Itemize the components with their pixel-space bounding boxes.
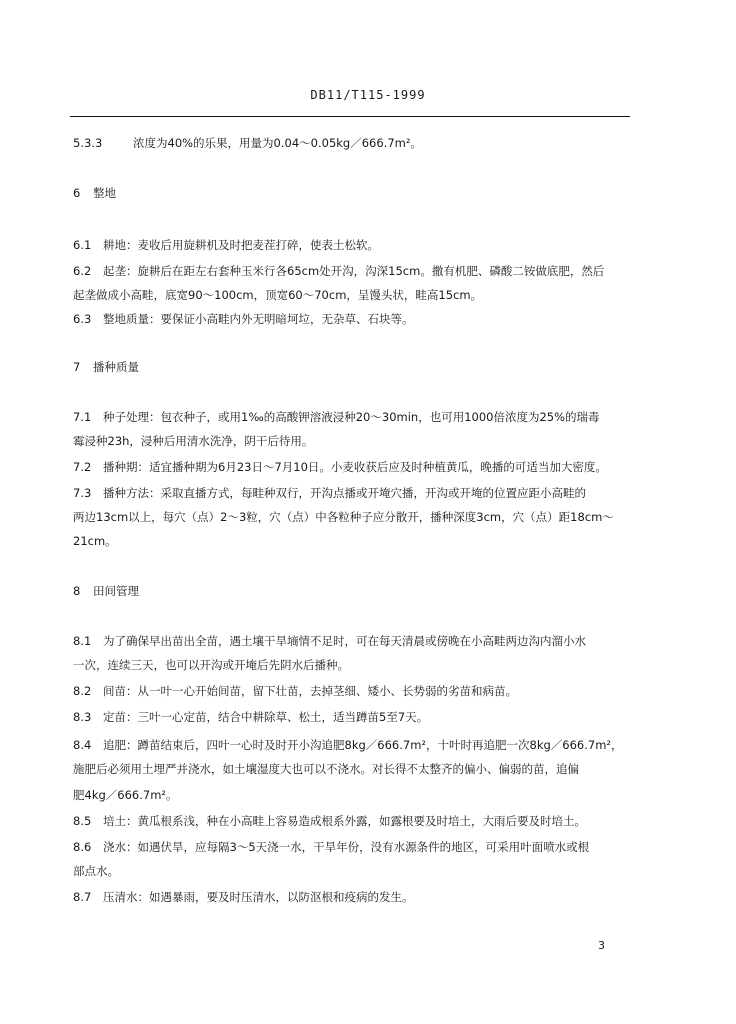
- clause-text: 浇水：如遇伏旱，应每隔3～5天浇一水，干旱年份，没有水源条件的地区，可采用叶面喷水或根: [103, 840, 590, 854]
- clause-6-2-continued: [73, 283, 633, 307]
- clause-text: 为了确保早出苗出全苗，遇土壤干旱墒情不足时，可在每天清晨或傍晚在小高畦两边沟内溜小水: [103, 634, 586, 648]
- section-number: 8: [73, 584, 81, 598]
- clause-number: 7.2: [73, 460, 92, 474]
- clause-number: 8.6: [73, 840, 92, 854]
- clause-number: 6.2: [73, 264, 92, 278]
- clause-8-4: [73, 733, 633, 757]
- clause-8-7: [73, 885, 633, 909]
- clause-number: 8.4: [73, 738, 92, 752]
- clause-number: 7.3: [73, 486, 92, 500]
- section-title: 整地: [93, 186, 116, 200]
- clause-text: 起垄：旋耕后在距左右套种玉米行各65cm处开沟，沟深15cm。撒有机肥、磷酸二铵做底肥，然后: [103, 264, 605, 278]
- clause-7-3-continued-2: [73, 529, 633, 553]
- clause-text: 起垄做成小高畦，底宽90～100cm，顶宽60～70cm，呈馒头状，畦高15cm。: [73, 288, 483, 302]
- clause-7-2: [73, 455, 633, 479]
- clause-text: 霉浸种23h，浸种后用清水洗净，阴干后待用。: [73, 434, 314, 448]
- standard-code-header: DB11/T115-1999: [310, 88, 426, 102]
- clause-6-3: [73, 307, 633, 331]
- clause-6-2: [73, 259, 633, 283]
- section-number: 6: [73, 186, 81, 200]
- clause-8-6: [73, 835, 633, 859]
- header-rule: [70, 116, 630, 117]
- clause-6-1: [73, 233, 633, 257]
- section-8-heading: [73, 579, 633, 603]
- clause-text: 压清水：如遇暴雨，要及时压清水，以防沤根和疫病的发生。: [103, 890, 414, 904]
- clause-text: 整地质量：要保证小高畦内外无明暗坷垃，无杂草、石块等。: [103, 312, 414, 326]
- section-7-heading: [73, 355, 633, 379]
- clause-number: 5.3.3: [73, 136, 103, 150]
- clause-text: 两边13cm以上，每穴（点）2～3粒，穴（点）中各粒种子应分散开，播种深度3cm，穴（点）距18cm～: [73, 510, 614, 524]
- clause-text: 间苗：从一叶一心开始间苗，留下壮苗，去掉茎细、矮小、长势弱的劣苗和病苗。: [103, 684, 517, 698]
- clause-8-6-continued: [73, 859, 633, 883]
- clause-7-3-continued: [73, 505, 633, 529]
- clause-text: 定苗：三叶一心定苗，结合中耕除草、松土，适当蹲苗5至7天。: [103, 710, 429, 724]
- clause-text: 21cm。: [73, 534, 117, 548]
- clause-8-4-continued: [73, 757, 633, 781]
- page-number: 3: [598, 939, 605, 952]
- clause-number: 8.5: [73, 814, 92, 828]
- clause-8-5: [73, 809, 633, 833]
- clause-number: 8.3: [73, 710, 92, 724]
- clause-text: 种子处理：包衣种子，或用1‰的高酸钾溶液浸种20～30min，也可用1000倍浓度为25%的瑞毒: [103, 410, 600, 424]
- clause-text: 培土：黄瓜根系浅，种在小高畦上容易造成根系外露，如露根要及时培土，大雨后要及时培土。: [103, 814, 586, 828]
- clause-text: 追肥：蹲苗结束后，四叶一心时及时开小沟追肥8kg／666.7m²，十叶时再追肥一次8kg／666.7m²，: [103, 738, 623, 752]
- clause-5-3-3: [73, 131, 633, 155]
- clause-7-3: [73, 481, 633, 505]
- clause-text: 一次，连续三天，也可以开沟或开埯后先阴水后播种。: [73, 658, 349, 672]
- clause-number: 6.3: [73, 312, 92, 326]
- section-6-heading: [73, 181, 633, 205]
- clause-number: 6.1: [73, 238, 92, 252]
- clause-number: 8.1: [73, 634, 92, 648]
- clause-8-1-continued: [73, 653, 633, 677]
- clause-number: 8.2: [73, 684, 92, 698]
- clause-text: 播种方法：采取直播方式，每畦种双行，开沟点播或开埯穴播，开沟或开埯的位置应距小高畦的: [103, 486, 586, 500]
- clause-7-1: [73, 405, 633, 429]
- section-title: 播种质量: [93, 360, 139, 374]
- clause-text: 播种期：适宜播种期为6月23日～7月10日。小麦收获后应及时种植黄瓜，晚播的可适当加大密度。: [103, 460, 607, 474]
- section-title: 田间管理: [93, 584, 139, 598]
- clause-8-4-continued-2: [73, 783, 633, 807]
- clause-7-1-continued: [73, 429, 633, 453]
- clause-text: 部点水。: [73, 864, 119, 878]
- clause-text: 浓度为40%的乐果，用量为0.04～0.05kg／666.7m²。: [133, 136, 422, 150]
- clause-8-2: [73, 679, 633, 703]
- clause-8-1: [73, 629, 633, 653]
- clause-text: 肥4kg／666.7m²。: [73, 788, 178, 802]
- clause-text: 施肥后必须用土埋严并浇水，如土壤湿度大也可以不浇水。对长得不太整齐的偏小、偏弱的苗，追偏: [73, 762, 579, 776]
- section-number: 7: [73, 360, 81, 374]
- clause-number: 7.1: [73, 410, 92, 424]
- clause-number: 8.7: [73, 890, 92, 904]
- clause-text: 耕地：麦收后用旋耕机及时把麦茬打碎，使表土松软。: [103, 238, 379, 252]
- clause-8-3: [73, 705, 633, 729]
